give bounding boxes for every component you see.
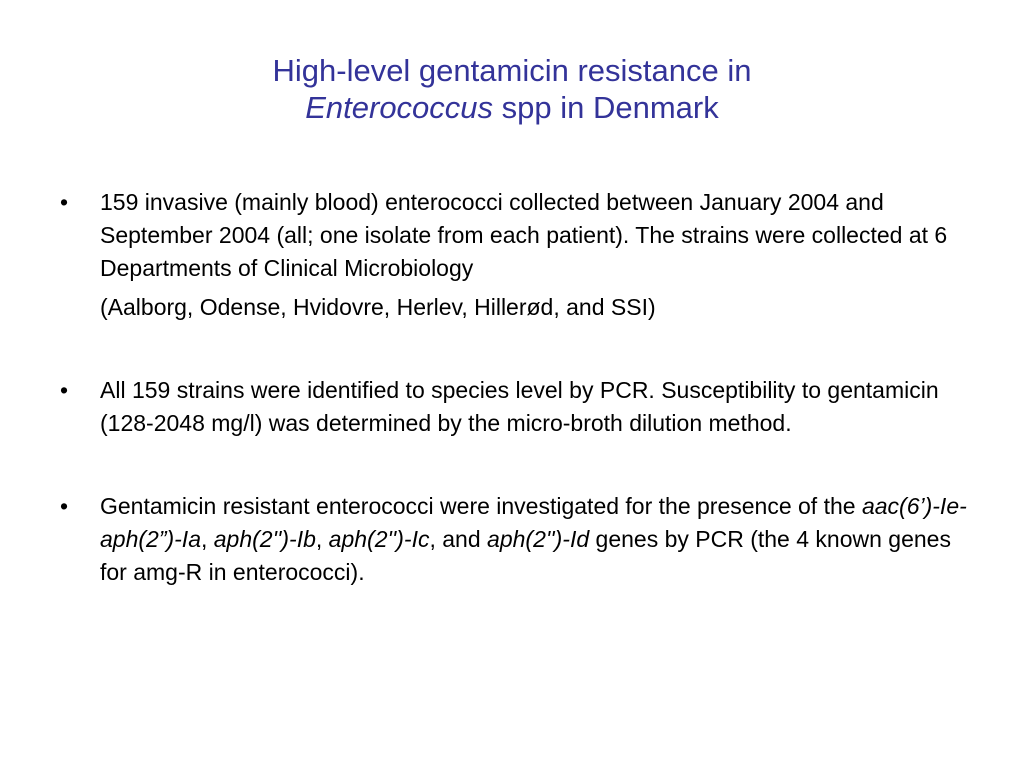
bullet-text-departments: (Aalborg, Odense, Hvidovre, Herlev, Hillerød, and SSI) xyxy=(100,294,656,320)
title-line-1: High-level gentamicin resistance in xyxy=(272,53,752,88)
genes-sep-2: , xyxy=(315,526,329,552)
gene-aph2-ib: aph(2'')-Ib xyxy=(213,526,316,552)
title-genus-italic: Enterococcus xyxy=(305,90,494,125)
genes-sep-1: , xyxy=(200,526,214,552)
bullet-text xyxy=(100,490,970,589)
genes-text-pre: Gentamicin resistant enterococci were investigated for the presence of the xyxy=(100,493,862,519)
gene-aph2-ic: aph(2'')-Ic xyxy=(328,526,430,552)
bullet-item-collection xyxy=(60,186,970,324)
bullet-item-genes xyxy=(60,490,970,589)
genes-text-post: genes by PCR (the 4 known genes for amg-R in enterococci). xyxy=(100,526,951,585)
bullet-text: 159 invasive (mainly blood) enterococci collected between January 2004 and September 2004 (all; one isolate from each patient). The strains were collected at 6 Departments of Clinical Microbiology xyxy=(100,189,948,281)
bullet-dot: • xyxy=(60,189,69,215)
bullet-dot: • xyxy=(60,377,69,403)
bullet-item-identification xyxy=(60,374,970,440)
title-line-2 xyxy=(0,89,1024,126)
genes-sep-3: , and xyxy=(429,526,488,552)
gene-aph2-id: aph(2'')-Id xyxy=(487,526,590,552)
gene-aac6-aph2-ia: aac(6’)-Ie-aph(2”)-Ia xyxy=(100,493,967,552)
bullet-text: All 159 strains were identified to species level by PCR. Susceptibility to gentamicin (128-2048 mg/l) was determined by the micro-broth dilution method. xyxy=(100,377,939,436)
bullet-list xyxy=(60,186,970,589)
title-line-2-rest: spp in Denmark xyxy=(493,90,719,125)
bullet-dot: • xyxy=(60,493,69,519)
slide-title xyxy=(0,52,1024,126)
